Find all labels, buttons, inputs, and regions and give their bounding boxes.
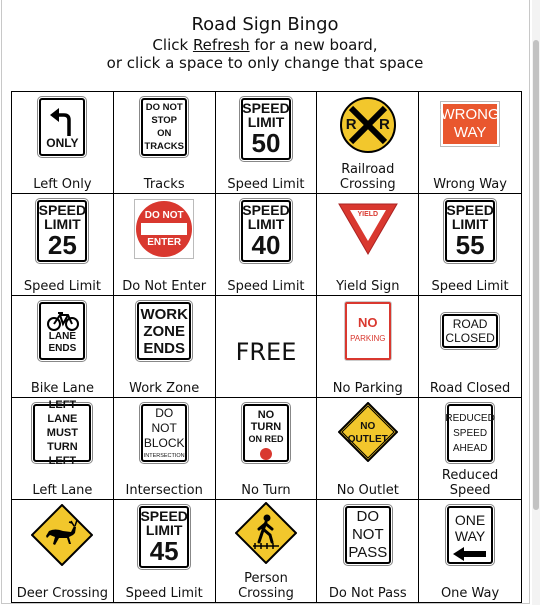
bingo-cell-wrong-way[interactable] — [419, 92, 521, 194]
bingo-cell-no-outlet[interactable] — [317, 398, 419, 500]
sign-text: WRONG — [440, 106, 500, 123]
instructions-line-2: or click a space to only change that space — [106, 54, 424, 72]
sign-text: WAY — [453, 124, 487, 141]
work-zone-ends-sign — [137, 302, 191, 360]
bicycle-icon — [46, 310, 80, 332]
deer-crossing-sign — [31, 504, 93, 566]
sign-text: PARKING — [350, 334, 386, 343]
sign-text: SPEED — [242, 202, 290, 218]
sign-text: DO NOT — [144, 210, 184, 221]
no-turn-on-red-sign — [243, 404, 289, 462]
do-not-block-intersection-sign — [141, 404, 187, 462]
bingo-cell-work-zone[interactable] — [114, 296, 216, 398]
sign-text: LEFT LANE — [47, 399, 78, 425]
cell-label: Road Closed — [429, 381, 511, 396]
page-title: Road Sign Bingo — [191, 14, 339, 35]
one-way-sign — [447, 506, 493, 564]
cell-label: Tracks — [143, 177, 185, 192]
sign-text: PASS — [348, 544, 388, 561]
red-light-icon — [260, 448, 272, 460]
sign-text: REDUCED — [445, 412, 495, 424]
cell-label: Speed Limit — [431, 279, 509, 294]
bingo-cell-person-crossing[interactable] — [216, 500, 318, 602]
bingo-cell-intersection[interactable] — [114, 398, 216, 500]
sign-text: LANE — [48, 331, 76, 342]
bingo-cell-left-only[interactable] — [12, 92, 114, 194]
sign-text: MUST — [46, 427, 78, 439]
pedestrian-crossing-sign — [235, 502, 297, 564]
sign-text: SPEED — [242, 100, 290, 116]
sign-text: CLOSED — [445, 331, 495, 345]
sign-text: 45 — [149, 536, 179, 566]
sign-text: LIMIT — [247, 114, 285, 130]
cell-label: Railroad Crossing — [339, 162, 396, 192]
cell-label: Person Crossing — [238, 571, 294, 601]
no-parking-sign — [345, 302, 391, 360]
free-space-text: FREE — [235, 338, 297, 366]
sign-text: TURN — [250, 421, 282, 433]
cell-label: Speed Limit — [227, 279, 305, 294]
bike-lane-ends-sign — [39, 302, 85, 360]
white-bar — [141, 223, 187, 235]
cell-label: No Outlet — [336, 483, 399, 498]
sign-text: 55 — [455, 230, 485, 260]
bingo-cell-do-not-pass[interactable] — [317, 500, 419, 602]
sign-text: ON RED — [248, 434, 284, 444]
bingo-cell-bike-lane[interactable] — [12, 296, 114, 398]
instructions-line-1 — [0, 36, 530, 54]
left-arrow-icon — [453, 547, 487, 561]
cell-label: Speed Limit — [227, 177, 305, 192]
sign-text: INTERSECTION — [143, 452, 185, 459]
bingo-cell-speed-limit-40[interactable] — [216, 194, 318, 296]
speed-limit-55-sign — [445, 200, 495, 262]
sign-text: SPEED — [140, 508, 188, 524]
sign-text: LIMIT — [145, 522, 183, 538]
bingo-cell-no-turn[interactable] — [216, 398, 318, 500]
sign-text: NO — [360, 421, 376, 432]
bingo-cell-reduced-speed[interactable] — [419, 398, 521, 500]
bingo-cell-speed-limit-55[interactable] — [419, 194, 521, 296]
wrong-way-sign — [441, 102, 499, 146]
sign-text: TRACKS — [144, 141, 184, 152]
bingo-cell-railroad-crossing[interactable] — [317, 92, 419, 194]
bingo-cell-do-not-enter[interactable] — [114, 194, 216, 296]
speed-limit-25-sign — [37, 200, 87, 262]
speed-limit-50-sign — [241, 98, 291, 160]
header — [0, 14, 530, 72]
sign-text: ENTER — [147, 237, 182, 248]
left-lane-must-turn-left-sign — [33, 399, 91, 467]
do-not-stop-on-tracks-sign — [141, 98, 187, 156]
sign-text: ENDS — [143, 339, 186, 357]
instructions-text: Click — [152, 36, 193, 54]
bingo-cell-road-closed[interactable] — [419, 296, 521, 398]
sign-text: BLOCK — [143, 435, 185, 450]
left-only-sign — [39, 98, 85, 156]
bingo-cell-speed-limit-25[interactable] — [12, 194, 114, 296]
cell-label: Speed Limit — [23, 279, 101, 294]
bingo-board — [11, 91, 522, 603]
scrollbar[interactable] — [532, 0, 540, 605]
sign-text: NOT — [351, 526, 384, 543]
cell-label: Yield Sign — [336, 279, 400, 294]
refresh-link[interactable]: Refresh — [192, 36, 250, 54]
sign-text: SPEED — [453, 427, 488, 439]
bingo-cell-yield-sign[interactable] — [317, 194, 419, 296]
railroad-crossing-sign — [339, 96, 397, 154]
cell-label: Reduced Speed — [441, 468, 499, 498]
bingo-cell-tracks[interactable] — [114, 92, 216, 194]
sign-text: LIMIT — [451, 216, 489, 232]
sign-text: ONLY — [46, 136, 79, 150]
sign-text: OUTLET — [347, 434, 388, 445]
sign-text: ON — [157, 128, 172, 139]
bingo-cell-no-parking[interactable] — [317, 296, 419, 398]
road-closed-sign — [442, 314, 498, 348]
cell-label: Intersection — [125, 483, 203, 498]
bingo-cell-speed-limit-45[interactable] — [114, 500, 216, 602]
sign-text: ROAD — [452, 317, 488, 331]
bingo-cell-left-lane[interactable] — [12, 398, 114, 500]
cell-label: Deer Crossing — [16, 586, 109, 601]
sign-text: ZONE — [143, 322, 186, 340]
bingo-cell-one-way[interactable] — [419, 500, 521, 602]
sign-text: SPEED — [38, 202, 87, 218]
sign-text: 50 — [251, 128, 281, 158]
sign-text: 25 — [47, 230, 77, 260]
pedestrian-icon — [235, 502, 297, 564]
speed-limit-45-sign — [139, 506, 189, 568]
sign-text: LIMIT — [247, 216, 285, 232]
sign-text: R — [378, 116, 390, 133]
cell-label: Bike Lane — [30, 381, 94, 396]
sign-text: R — [345, 116, 357, 133]
sign-text: STOP — [151, 115, 178, 126]
speed-limit-40-sign — [241, 200, 291, 262]
cell-label: One Way — [440, 586, 500, 601]
instructions-text: for a new board, — [249, 36, 378, 54]
sign-text: LIMIT — [44, 216, 81, 232]
sign-text: NO — [257, 409, 275, 421]
sign-text: NO — [358, 315, 378, 330]
sign-text: 40 — [251, 230, 281, 260]
scrollbar-thumb[interactable] — [533, 40, 539, 510]
do-not-pass-sign — [345, 506, 391, 564]
yield-sign — [337, 202, 399, 256]
deer-icon — [31, 504, 93, 566]
reduced-speed-ahead-sign — [447, 404, 493, 462]
sign-text: ONE — [454, 512, 486, 528]
cell-label: Left Only — [33, 177, 92, 192]
sign-text: WAY — [454, 528, 486, 544]
sign-text: DO NOT — [151, 405, 177, 435]
cell-label: Speed Limit — [125, 586, 203, 601]
cell-label: Wrong Way — [433, 177, 507, 192]
cell-label: Work Zone — [129, 381, 200, 396]
left-turn-arrow-icon — [49, 106, 79, 136]
bingo-cell-deer-crossing[interactable] — [12, 500, 114, 602]
sign-text: DO — [356, 508, 380, 525]
no-outlet-sign — [338, 402, 398, 462]
cell-label: Do Not Enter — [122, 279, 207, 294]
sign-text: ENDS — [48, 343, 77, 354]
sign-text: DO NOT — [145, 102, 183, 113]
sign-text: SPEED — [446, 202, 494, 218]
cell-label: No Parking — [332, 381, 403, 396]
cell-label: Left Lane — [32, 483, 93, 498]
sign-text: AHEAD — [452, 442, 488, 454]
sign-text: WORK — [140, 305, 188, 323]
bingo-cell-speed-limit-50[interactable] — [216, 92, 318, 194]
do-not-enter-sign — [134, 199, 194, 259]
sign-text: YIELD — [357, 211, 379, 218]
sign-text: TURN LEFT — [47, 441, 78, 467]
bingo-cell-free[interactable] — [216, 296, 318, 398]
cell-label: No Turn — [241, 483, 291, 498]
cell-label: Do Not Pass — [328, 586, 407, 601]
